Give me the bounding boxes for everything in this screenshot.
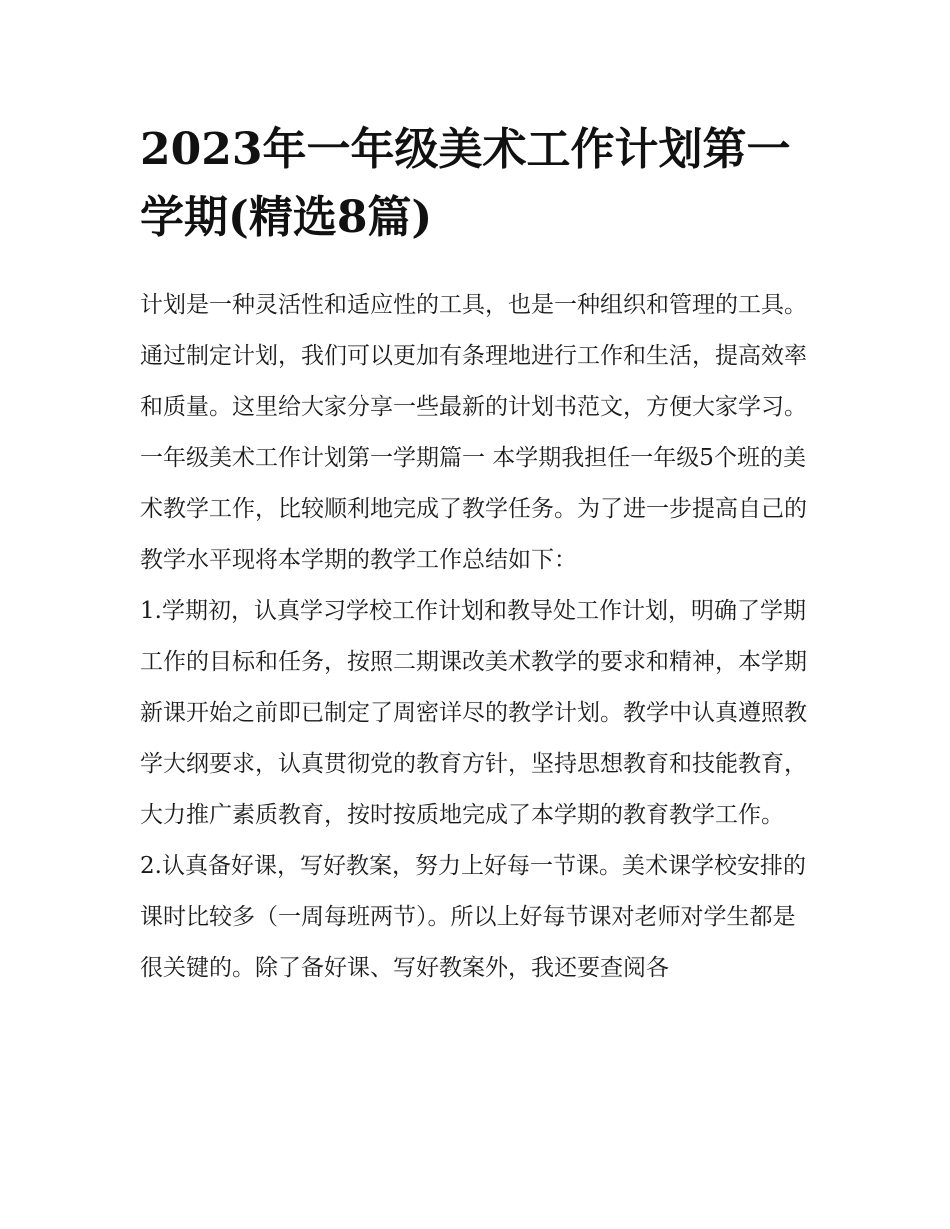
intro-paragraph: 计划是一种灵活性和适应性的工具，也是一种组织和管理的工具。通过制定计划，我们可以更加有条理地进行工作和生活，提高效率和质量。这里给大家分享一些最新的计划书范文，方便大家学习。 <box>140 292 807 420</box>
numbered-paragraph-2: 2.认真备好课，写好教案，努力上好每一节课。美术课学校安排的课时比较多（一周每班两节）。所以上好每节课对老师对学生都是很关键的。除了备好课、写好教案外，我还要查阅各 <box>140 853 806 981</box>
numbered-paragraph-1: 1.学期初，认真学习学校工作计划和教导处工作计划，明确了学期工作的目标和任务，按照二期课改美术教学的要求和精神，本学期新课开始之前即已制定了周密详尽的教学计划。教学中认真遵照教学大纲要求，认真贯彻党的教育方针，坚持思想教育和技能教育，大力推广素质教育，按时按质地完成了本学期的教育教学工作。 <box>140 598 807 828</box>
document-title: 2023年一年级美术工作计划第一学期(精选8篇) <box>140 124 791 243</box>
section-paragraph: 一年级美术工作计划第一学期篇一 本学期我担任一年级5个班的美术教学工作，比较顺利地完成了教学任务。为了进一步提高自己的教学水平现将本学期的教学工作总结如下： <box>140 445 807 573</box>
document-body <box>140 280 818 994</box>
